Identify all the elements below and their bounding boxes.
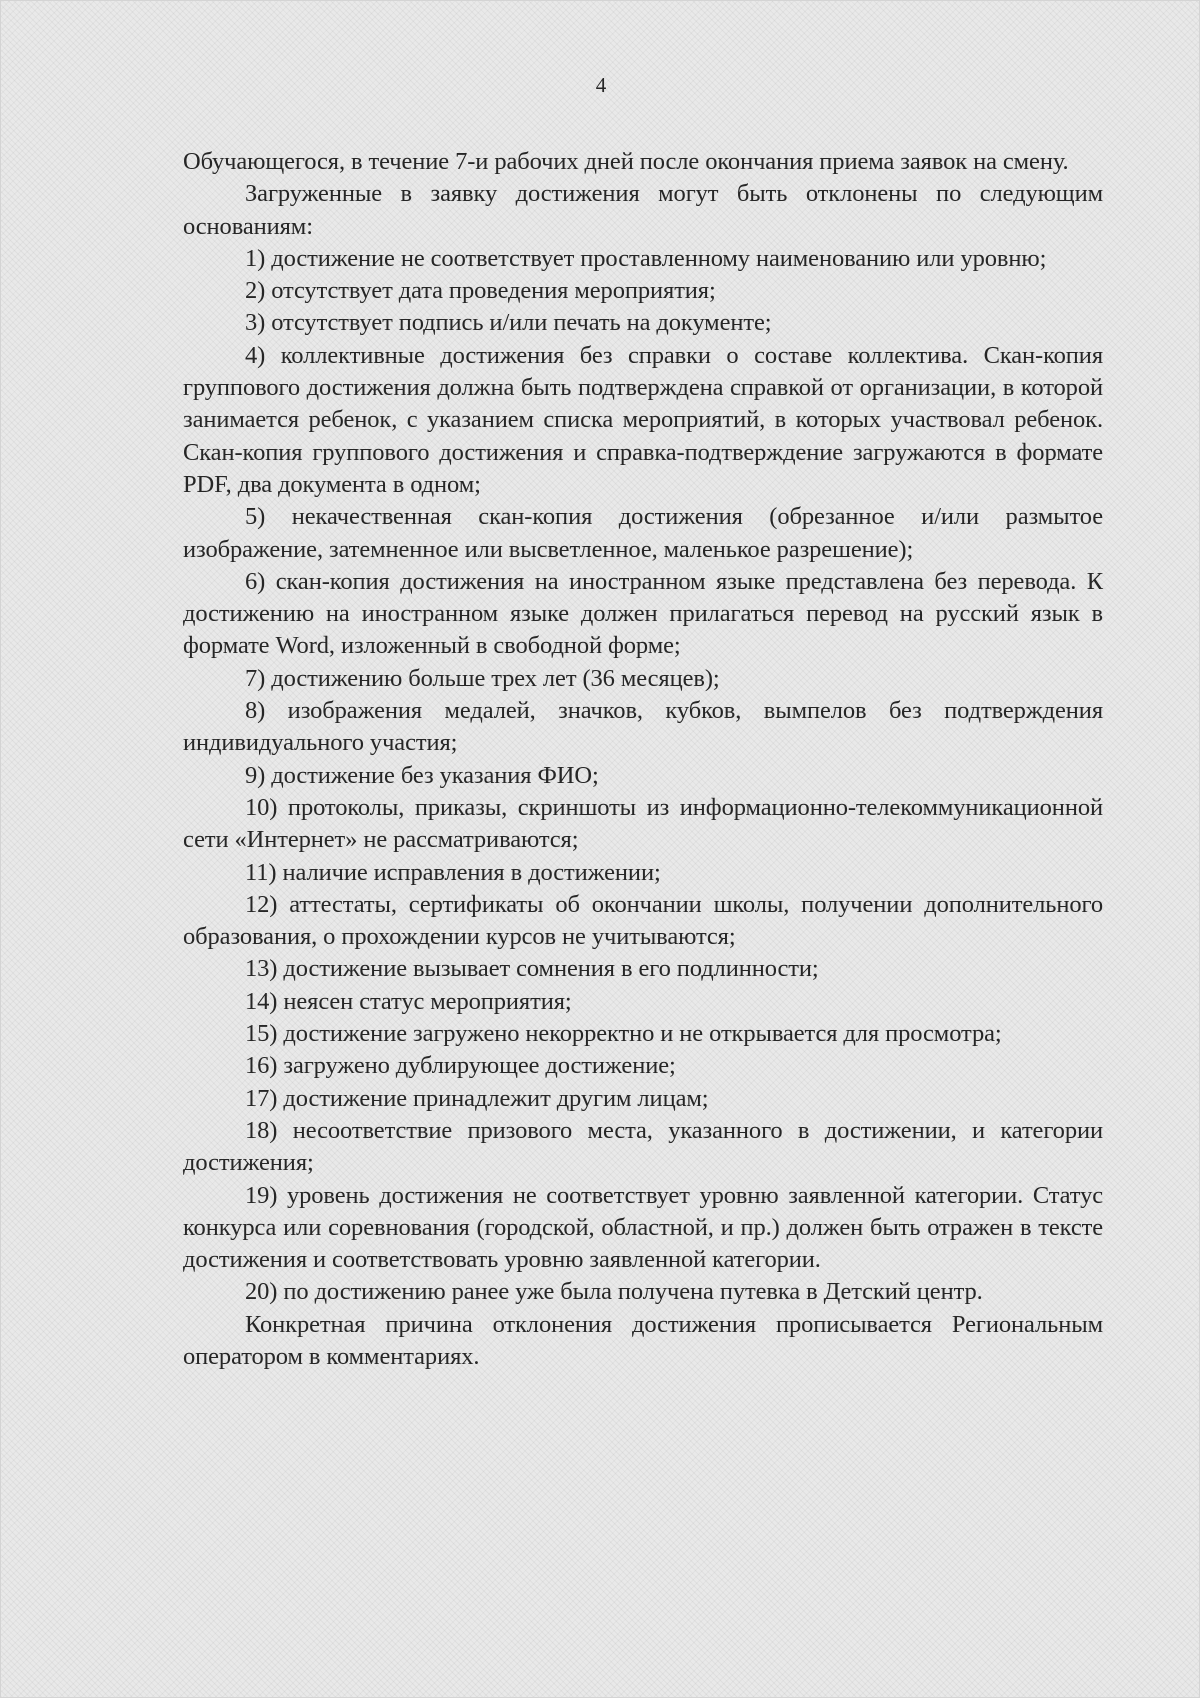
list-item-5: 5) некачественная скан-копия достижения (обрезанное и/или размытое изображение, затемненное или высветленное, маленькое разрешение);	[183, 503, 1103, 563]
list-item-16: 16) загружено дублирующее достижение;	[245, 1052, 676, 1080]
list-item-14: 14) неясен статус мероприятия;	[245, 987, 572, 1015]
list-item-15: 15) достижение загружено некорректно и не открывается для просмотра;	[245, 1020, 1002, 1048]
paragraph-intro: Загруженные в заявку достижения могут быть отклонены по следующим основаниям:	[183, 180, 1103, 240]
list-item-18: 18) несоответствие призового места, указанного в достижении, и категории достижения;	[183, 1116, 1103, 1177]
list-item-19: 19) уровень достижения не соответствует уровню заявленной категории. Статус конкурса или соревнования (городской, областной, и пр.) должен быть отражен в тексте достижения и соответствовать уровню заявленной категории.	[183, 1181, 1103, 1274]
list-item-9: 9) достижение без указания ФИО;	[245, 761, 599, 789]
list-item-6: 6) скан-копия достижения на иностранном языке представлена без перевода. К достижению на иностранном языке должен прилагаться перевод на русский язык в формате Word, изложенный в свободной форме;	[183, 567, 1103, 660]
list-item-3: 3) отсутствует подпись и/или печать на документе;	[245, 309, 772, 337]
paragraph-continuation: Обучающегося, в течение 7-и рабочих дней после окончания приема заявок на смену.	[183, 148, 1069, 175]
list-item-1: 1) достижение не соответствует проставленному наименованию или уровню;	[245, 244, 1047, 272]
list-item-20: 20) по достижению ранее уже была получена путевка в Детский центр.	[245, 1278, 983, 1306]
list-item-4: 4) коллективные достижения без справки о составе коллектива. Скан-копия группового достижения должна быть подтверждена справкой от организации, в которой занимается ребенок, с указанием списка мероприятий, в которых участвовал ребенок. Скан-копия группового достижения и справка-подтверждение загружаются в формате PDF, два документа в одном;	[183, 341, 1103, 498]
list-item-13: 13) достижение вызывает сомнения в его подлинности;	[245, 955, 819, 983]
list-item-10: 10) протоколы, приказы, скриншоты из информационно-телекоммуникационной сети «Интернет» не рассматриваются;	[183, 793, 1103, 854]
list-item-11: 11) наличие исправления в достижении;	[245, 858, 661, 886]
paragraph-closing: Конкретная причина отклонения достижения прописывается Региональным оператором в комментариях.	[183, 1310, 1103, 1370]
document-body	[183, 146, 1103, 1373]
list-item-12: 12) аттестаты, сертификаты об окончании школы, получении дополнительного образования, о прохождении курсов не учитываются;	[183, 890, 1103, 951]
list-item-2: 2) отсутствует дата проведения мероприятия;	[245, 277, 716, 305]
page-number: 4	[595, 73, 607, 97]
list-item-17: 17) достижение принадлежит другим лицам;	[245, 1084, 709, 1112]
list-item-8: 8) изображения медалей, значков, кубков, вымпелов без подтверждения индивидуального участия;	[183, 697, 1103, 757]
list-item-7: 7) достижению больше трех лет (36 месяцев);	[245, 664, 720, 692]
